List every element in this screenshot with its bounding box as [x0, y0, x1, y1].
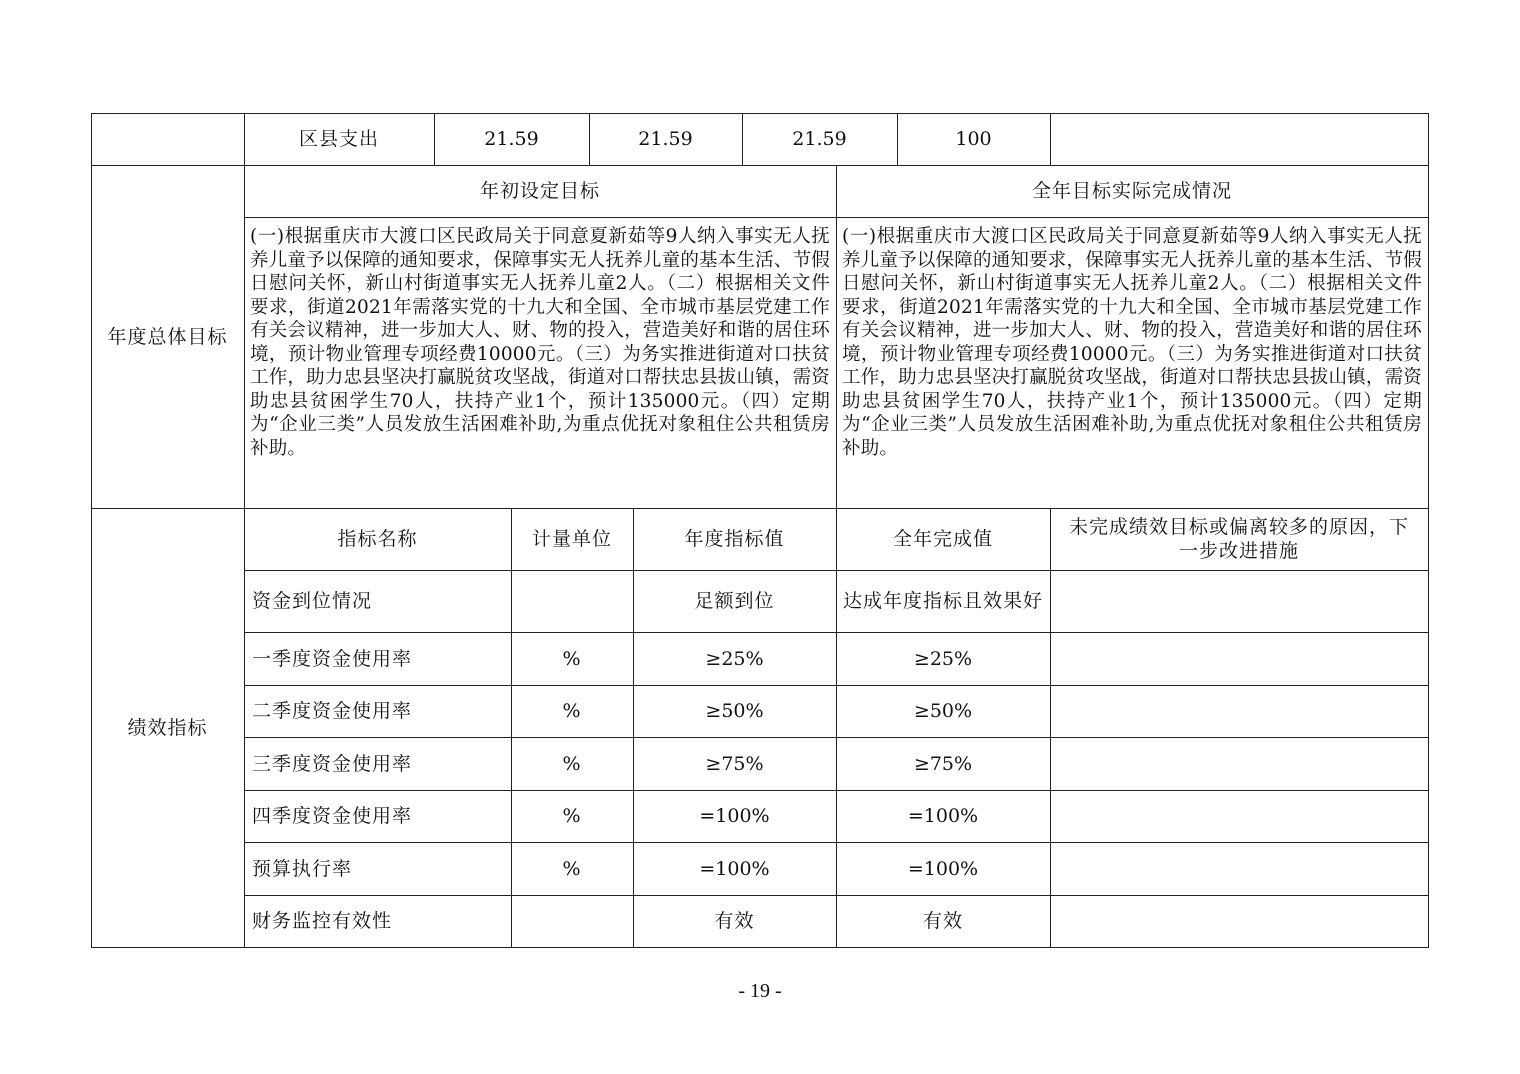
indicator-unit: % [562, 647, 582, 670]
indicator-target: ≥25% [705, 647, 764, 670]
top-row-value-4: 100 [955, 128, 992, 150]
indicator-name: 二季度资金使用率 [252, 700, 413, 722]
indicator-name: 财务监控有效性 [252, 910, 393, 932]
indicator-reason [1050, 632, 1428, 685]
header-reason: 未完成绩效目标或偏离较多的原因，下一步改进措施 [1068, 516, 1409, 562]
top-row-label: 区县支出 [298, 128, 379, 150]
indicator-unit [511, 895, 633, 947]
indicator-name: 预算执行率 [252, 857, 353, 880]
planned-goal-text: (一)根据重庆市大渡口区民政局关于同意夏新茹等9人纳入事实无人抚养儿童予以保障的通知要求，保障事实无人抚养儿童的基本生活、节假日慰问关怀，新山村街道事实无人抚养儿童2人。（二）根据相关文件要求，街道2021年需落实党的十九大和全国、全市城市基层党建工作有关会议精神，进一步加大人、财、物的投入，营造美好和谐的居住环境，预计物业管理专项经费10000元。（三）为务实推进街道对口扶贫工作，助力忠县坚决打赢脱贫攻坚战，街道对口帮扶忠县拔山镇，需资助忠县贫困学生70人，扶持产业1个，预计135000元。（四）定期为“企业三类”人员发放生活困难补助,为重点优抚对象租住公共租赁房补助。 [250, 226, 830, 459]
indicator-unit: % [562, 857, 582, 880]
indicator-reason [1050, 790, 1428, 842]
indicator-reason [1050, 685, 1428, 737]
goals-row-label: 年度总体目标 [107, 325, 228, 348]
indicator-target: ≥75% [705, 752, 764, 775]
indicator-target: =100% [699, 857, 770, 880]
indicator-target: ≥50% [705, 700, 764, 722]
actual-goal-text: (一)根据重庆市大渡口区民政局关于同意夏新茹等9人纳入事实无人抚养儿童予以保障的通知要求，保障事实无人抚养儿童的基本生活、节假日慰问关怀，新山村街道事实无人抚养儿童2人。（二）根据相关文件要求，街道2021年需落实党的十九大和全国、全市城市基层党建工作有关会议精神，进一步加大人、财、物的投入，营造美好和谐的居住环境，预计物业管理专项经费10000元。（三）为务实推进街道对口扶贫工作，助力忠县坚决打赢脱贫攻坚战，街道对口帮扶忠县拔山镇，需资助忠县贫困学生70人，扶持产业1个，预计135000元。（四）定期为“企业三类”人员发放生活困难补助,为重点优抚对象租住公共租赁房补助。 [842, 226, 1422, 459]
top-row-value-2: 21.59 [638, 128, 693, 150]
header-actual: 全年完成值 [892, 528, 993, 550]
indicator-actual: ≥50% [913, 700, 973, 722]
header-indicator-name: 指标名称 [337, 528, 418, 550]
header-target: 年度指标值 [684, 528, 785, 550]
indicator-unit [511, 570, 633, 632]
indicator-reason [1050, 842, 1428, 895]
indicator-target: 足额到位 [694, 590, 775, 612]
indicator-unit: % [562, 752, 582, 775]
indicator-target: =100% [699, 805, 770, 827]
indicator-target: 有效 [714, 910, 755, 932]
indicator-reason [1050, 737, 1428, 790]
indicator-reason [1050, 570, 1428, 632]
indicator-actual: ≥75% [913, 752, 973, 775]
actual-goal-header: 全年目标实际完成情况 [1031, 180, 1232, 202]
page-number: - 19 - [738, 980, 782, 1002]
indicator-actual: =100% [907, 805, 979, 827]
indicator-name: 四季度资金使用率 [252, 805, 413, 827]
indicator-name: 三季度资金使用率 [252, 752, 413, 775]
indicator-reason [1050, 895, 1428, 947]
indicator-unit: % [562, 700, 582, 722]
top-row-value-5 [1050, 113, 1428, 165]
planned-goal-header: 年初设定目标 [479, 180, 600, 202]
indicator-unit: % [562, 805, 582, 827]
indicator-actual: =100% [907, 857, 979, 880]
top-row-value-3: 21.59 [792, 128, 847, 150]
performance-row-label: 绩效指标 [127, 716, 208, 739]
indicator-actual: ≥25% [913, 647, 973, 670]
indicator-actual: 达成年度指标且效果好 [842, 590, 1043, 612]
indicator-name: 一季度资金使用率 [252, 647, 413, 670]
header-unit: 计量单位 [531, 528, 612, 550]
indicator-actual: 有效 [922, 910, 963, 932]
indicator-name: 资金到位情况 [252, 590, 373, 612]
top-row-value-1: 21.59 [484, 128, 539, 150]
